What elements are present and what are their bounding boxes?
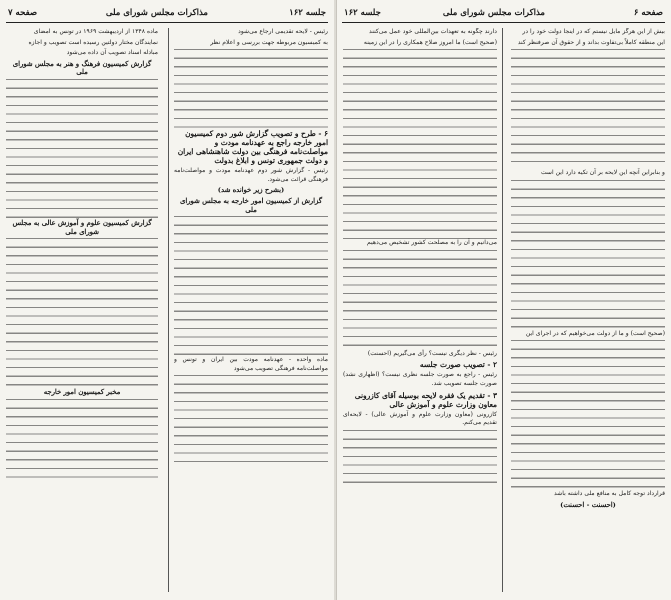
section-heading: ۲ - تصویب صورت جلسه bbox=[419, 360, 497, 370]
body-text bbox=[343, 430, 497, 490]
article-text: ماده واحده - عهدنامه مودت بین ایران و تونس و مواصلت‌نامه فرهنگی تصویب می‌شود bbox=[174, 356, 328, 372]
text-line: دارند چگونه به تعهدات بین‌المللی خود عمل می‌کنند bbox=[369, 28, 497, 35]
body-text bbox=[174, 216, 328, 356]
page-title: مذاکرات مجلس شورای ملی bbox=[105, 8, 208, 18]
body-text bbox=[511, 180, 665, 330]
report-title: گزارش کمیسیون فرهنگ و هنر به مجلس شورای ملی bbox=[12, 59, 152, 77]
page-title: مذاکرات مجلس شورای ملی bbox=[442, 8, 545, 18]
left-page bbox=[0, 0, 334, 600]
session-number: جلسه ۱۶۲ bbox=[289, 8, 326, 18]
body-text bbox=[174, 49, 328, 129]
text-column bbox=[174, 28, 328, 594]
text-line: ماده ۱۳۴۸ از اردیبهشت ۱۹۶۹ در تونس به امضای bbox=[33, 28, 158, 35]
body-text bbox=[343, 250, 497, 350]
page-number: صفحه ۶ bbox=[633, 8, 663, 18]
text-column bbox=[6, 28, 158, 594]
report-title: گزارش از کمیسیون امور خارجه به مجلس شورای ملی bbox=[180, 196, 322, 214]
text-line: و بنابراین آنچه این لایحه بر آن تکیه دارد این است bbox=[540, 169, 665, 177]
text-line: رئیس - لایحه تقدیمی ارجاع می‌شود bbox=[238, 28, 328, 35]
text-line: نمایندگان مختار دولتین رسیده است تصویب و اجازه bbox=[28, 38, 158, 46]
text-column bbox=[511, 28, 665, 594]
body-text bbox=[6, 238, 158, 388]
speaker-line: رئیس - نظر دیگری نیست؟ رأی می‌گیریم (احسنت) bbox=[367, 349, 497, 357]
column-divider bbox=[502, 28, 503, 592]
report-title: گزارش کمیسیون علوم و آموزش عالی به مجلس شورای ملی bbox=[12, 218, 152, 236]
page-header bbox=[6, 6, 328, 23]
text-line: (صحیح است) ما امروز صلاح همکاری را در این زمینه bbox=[363, 38, 497, 46]
section-heading: ۳ - تقدیم یک فقره لایحه بوسیله آقای کازرونی معاون وزارت علوم و آموزش عالی bbox=[354, 390, 497, 409]
session-number: جلسه ۱۶۲ bbox=[344, 8, 381, 18]
text-column bbox=[343, 28, 497, 594]
section-heading: ۶ - طرح و تصویب گزارش شور دوم کمیسیون امور خارجه راجع به عهدنامه مودت و مواصلت‌نامه فرهنگی بین دولت شاهنشاهی ایران و دولت جمهوری تونس و ابلاغ بدولت bbox=[177, 129, 328, 166]
right-page bbox=[336, 0, 671, 600]
section-text: رئیس - گزارش شور دوم عهدنامه مودت و مواصلت‌نامه فرهنگی قرائت می‌شود. bbox=[174, 167, 328, 183]
body-text bbox=[511, 340, 665, 490]
text-line: به کمیسیون مربوطه جهت بررسی و اعلام نظر bbox=[210, 38, 328, 46]
body-text bbox=[6, 399, 158, 479]
body-text bbox=[511, 49, 665, 169]
page-header bbox=[342, 6, 665, 23]
closing-remark: (احسنت - احسنت) bbox=[560, 500, 616, 509]
body-text bbox=[174, 375, 328, 465]
signature-line: مخبر کمیسیون امور خارجه bbox=[43, 388, 121, 397]
body-text bbox=[343, 49, 497, 239]
text-line: قرارداد توجه کامل به منافع ملی داشته باشد bbox=[553, 490, 665, 498]
body-text bbox=[6, 79, 158, 219]
column-divider bbox=[168, 28, 169, 592]
text-line: این منطقه کاملاً بی‌تفاوت بداند و از حقوق آن صرفنظر کند bbox=[517, 38, 665, 46]
text-line: (صحیح است) و ما از دولت می‌خواهیم که در اجرای این bbox=[525, 329, 665, 337]
text-line: مبادله اسناد تصویب آن داده می‌شود bbox=[66, 49, 158, 57]
page-number: صفحه ۷ bbox=[8, 8, 38, 18]
section-text: رئیس - راجع به صورت جلسه نظری نیست؟ (اظهاری نشد) صورت جلسه تصویب شد. bbox=[343, 371, 497, 387]
text-line: می‌دانیم و آن را به مصلحت کشور تشخیص می‌دهیم bbox=[367, 239, 497, 247]
text-line: بیش از این هرگز مایل نیستم که در اینجا دولت خود را در bbox=[522, 28, 665, 35]
section-text: کازرونی (معاون وزارت علوم و آموزش عالی) - لایحه‌ای تقدیم می‌کنم. bbox=[343, 410, 497, 427]
reading-note: (بشرح زیر خوانده شد) bbox=[217, 186, 285, 195]
